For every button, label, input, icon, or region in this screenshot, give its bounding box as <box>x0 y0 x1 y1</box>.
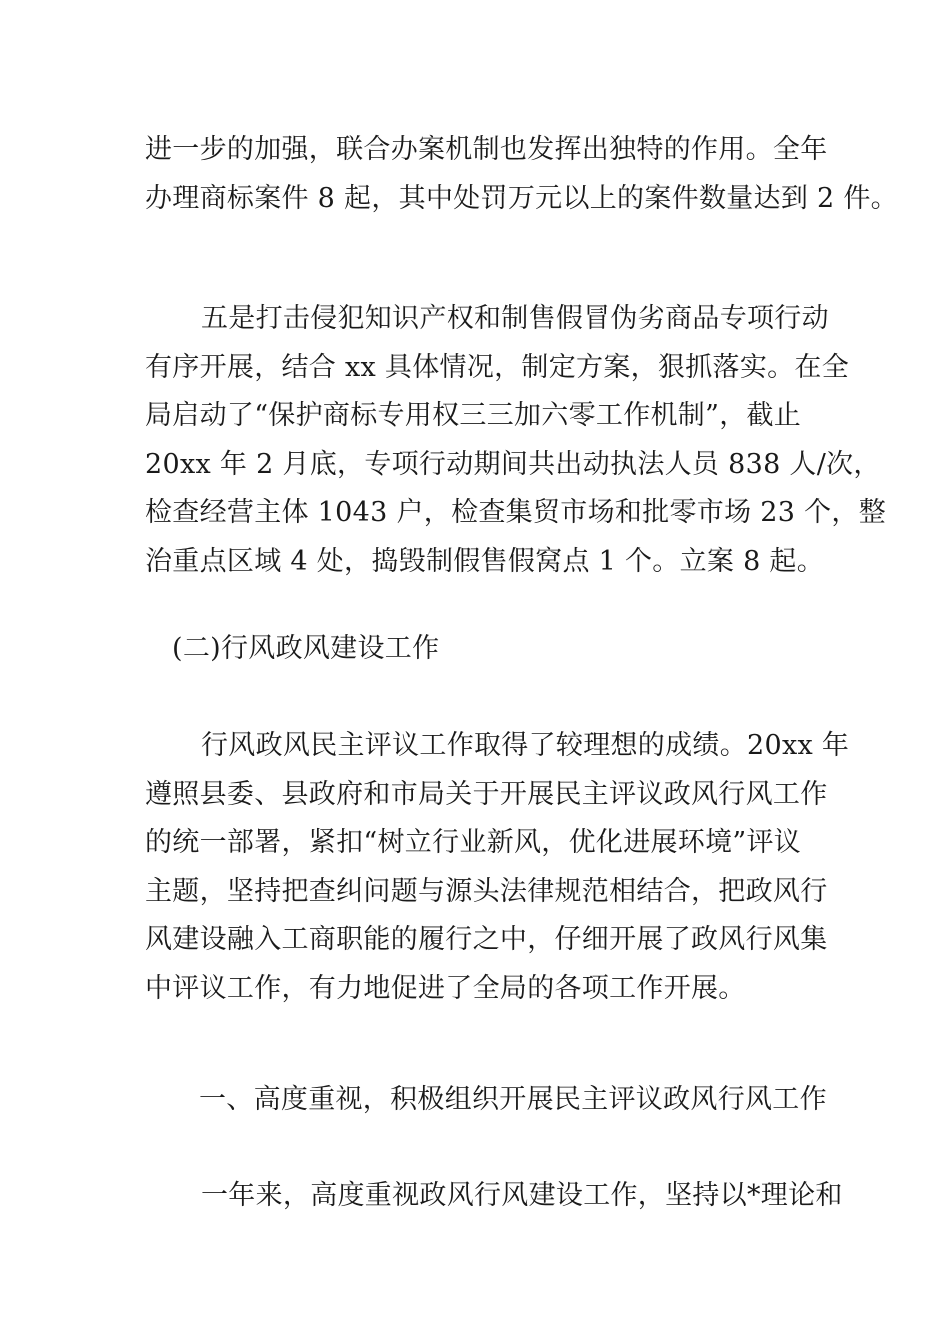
text-line: 局启动了“保护商标专用权三三加六零工作机制”，截止 <box>145 400 802 431</box>
paragraph-year-review <box>145 1172 843 1221</box>
text-line: 遵照县委、县政府和市局关于开展民主评议政风行风工作 <box>145 778 828 810</box>
text-line: 有序开展，结合 xx 具体情况，制定方案，狠抓落实。在全 <box>145 351 850 383</box>
text-line: 进一步的加强，联合办案机制也发挥出独特的作用。全年 <box>145 134 828 165</box>
text-line: 风建设融入工商职能的履行之中，仔细开展了政风行风集 <box>145 924 828 955</box>
text-line: 五是打击侵犯知识产权和制售假冒伪劣商品专项行动 <box>201 303 829 334</box>
text-line: 检查经营主体 1043 户，检查集贸市场和批零市场 23 个，整 <box>145 497 886 528</box>
paragraph-case-handling <box>145 126 898 223</box>
text-line: 办理商标案件 8 起，其中处罚万元以上的案件数量达到 2 件。 <box>145 182 898 214</box>
text-line: 的统一部署，紧扣“树立行业新风，优化进展环境”评议 <box>145 827 802 858</box>
paragraph-special-action <box>145 295 886 586</box>
section-heading-attention: 一、高度重视，积极组织开展民主评议政风行风工作 <box>199 1084 827 1115</box>
text-line: 主题，坚持把查纠问题与源头法律规范相结合，把政风行 <box>145 875 828 907</box>
text-line: 行风政风民主评议工作取得了较理想的成绩。20xx 年 <box>201 730 850 761</box>
paragraph-democratic-review <box>145 722 850 1013</box>
section-heading-work-style: (二)行风政风建设工作 <box>172 633 440 664</box>
text-line: 20xx 年 2 月底，专项行动期间共出动执法人员 838 人/次， <box>145 448 881 480</box>
text-line: 治重点区域 4 处，捣毁制假售假窝点 1 个。立案 8 起。 <box>145 545 825 577</box>
text-line: 中评议工作，有力地促进了全局的各项工作开展。 <box>145 972 746 1004</box>
text-line: 一年来，高度重视政风行风建设工作，坚持以*理论和 <box>201 1180 843 1211</box>
